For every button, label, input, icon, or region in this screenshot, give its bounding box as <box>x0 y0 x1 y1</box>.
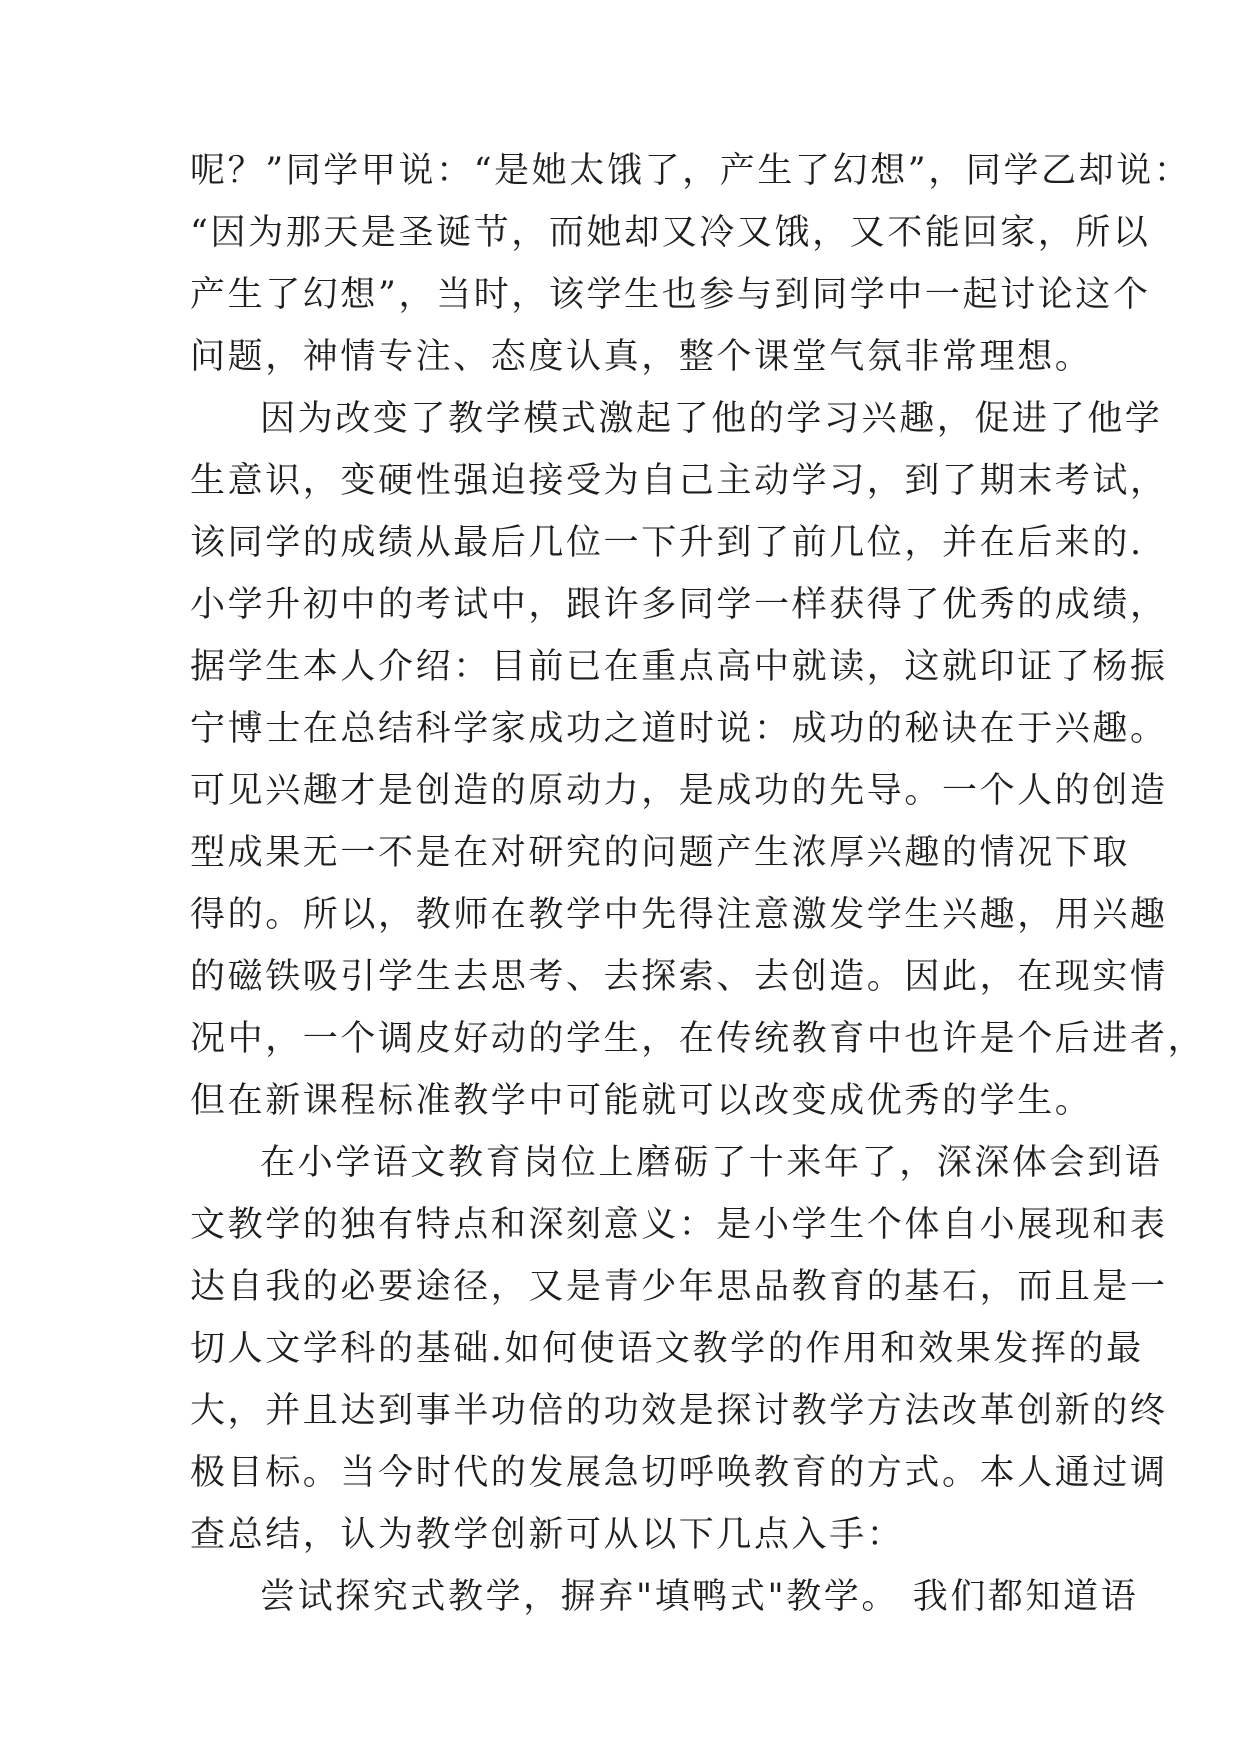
paragraph-start-line: 尝试探究式教学，摒弃"填鸭式"教学。 我们都知道语 <box>260 1577 1139 1617</box>
text-line: 据学生本人介绍：目前已在重点高中就读，这就印证了杨振 <box>190 647 1168 687</box>
text-line: 大，并且达到事半功倍的功效是探讨教学方法改革创新的终 <box>190 1391 1168 1431</box>
text-line: 得的。所以，教师在教学中先得注意激发学生兴趣，用兴趣 <box>190 895 1168 935</box>
text-line: 产生了幻想”，当时，该学生也参与到同学中一起讨论这个 <box>190 275 1151 315</box>
text-line: 型成果无一不是在对研究的问题产生浓厚兴趣的情况下取 <box>190 833 1131 873</box>
text-line: “因为那天是圣诞节，而她却又冷又饿，又不能回家，所以 <box>190 213 1151 253</box>
text-line: 况中，一个调皮好动的学生，在传统教育中也许是个后进者， <box>190 1019 1206 1059</box>
text-line: 文教学的独有特点和深刻意义：是小学生个体自小展现和表 <box>190 1205 1168 1245</box>
text-line: 呢？”同学甲说：“是她太饿了，产生了幻想”，同学乙却说： <box>190 151 1192 191</box>
paragraph-start-line: 因为改变了教学模式激起了他的学习兴趣，促进了他学 <box>260 399 1163 439</box>
text-line: 的磁铁吸引学生去思考、去探索、去创造。因此，在现实情 <box>190 957 1168 997</box>
text-line: 查总结，认为教学创新可从以下几点入手： <box>190 1515 905 1555</box>
text-line: 问题，神情专注、态度认真，整个课堂气氛非常理想。 <box>190 337 1093 377</box>
text-line: 小学升初中的考试中，跟许多同学一样获得了优秀的成绩， <box>190 585 1168 625</box>
text-line: 该同学的成绩从最后几位一下升到了前几位，并在后来的. <box>190 523 1144 563</box>
text-line: 但在新课程标准教学中可能就可以改变成优秀的学生。 <box>190 1081 1093 1121</box>
text-line: 宁博士在总结科学家成功之道时说：成功的秘诀在于兴趣。 <box>190 709 1168 749</box>
body-text <box>190 140 1206 1628</box>
paragraph-start-line: 在小学语文教育岗位上磨砺了十来年了，深深体会到语 <box>260 1143 1163 1183</box>
text-line: 达自我的必要途径，又是青少年思品教育的基石，而且是一 <box>190 1267 1168 1307</box>
text-line: 切人文学科的基础.如何使语文教学的作用和效果发挥的最 <box>190 1329 1144 1369</box>
text-line: 极目标。当今时代的发展急切呼唤教育的方式。本人通过调 <box>190 1453 1168 1493</box>
text-line: 可见兴趣才是创造的原动力，是成功的先导。一个人的创造 <box>190 771 1168 811</box>
text-line: 生意识，变硬性强迫接受为自己主动学习，到了期末考试， <box>190 461 1168 501</box>
